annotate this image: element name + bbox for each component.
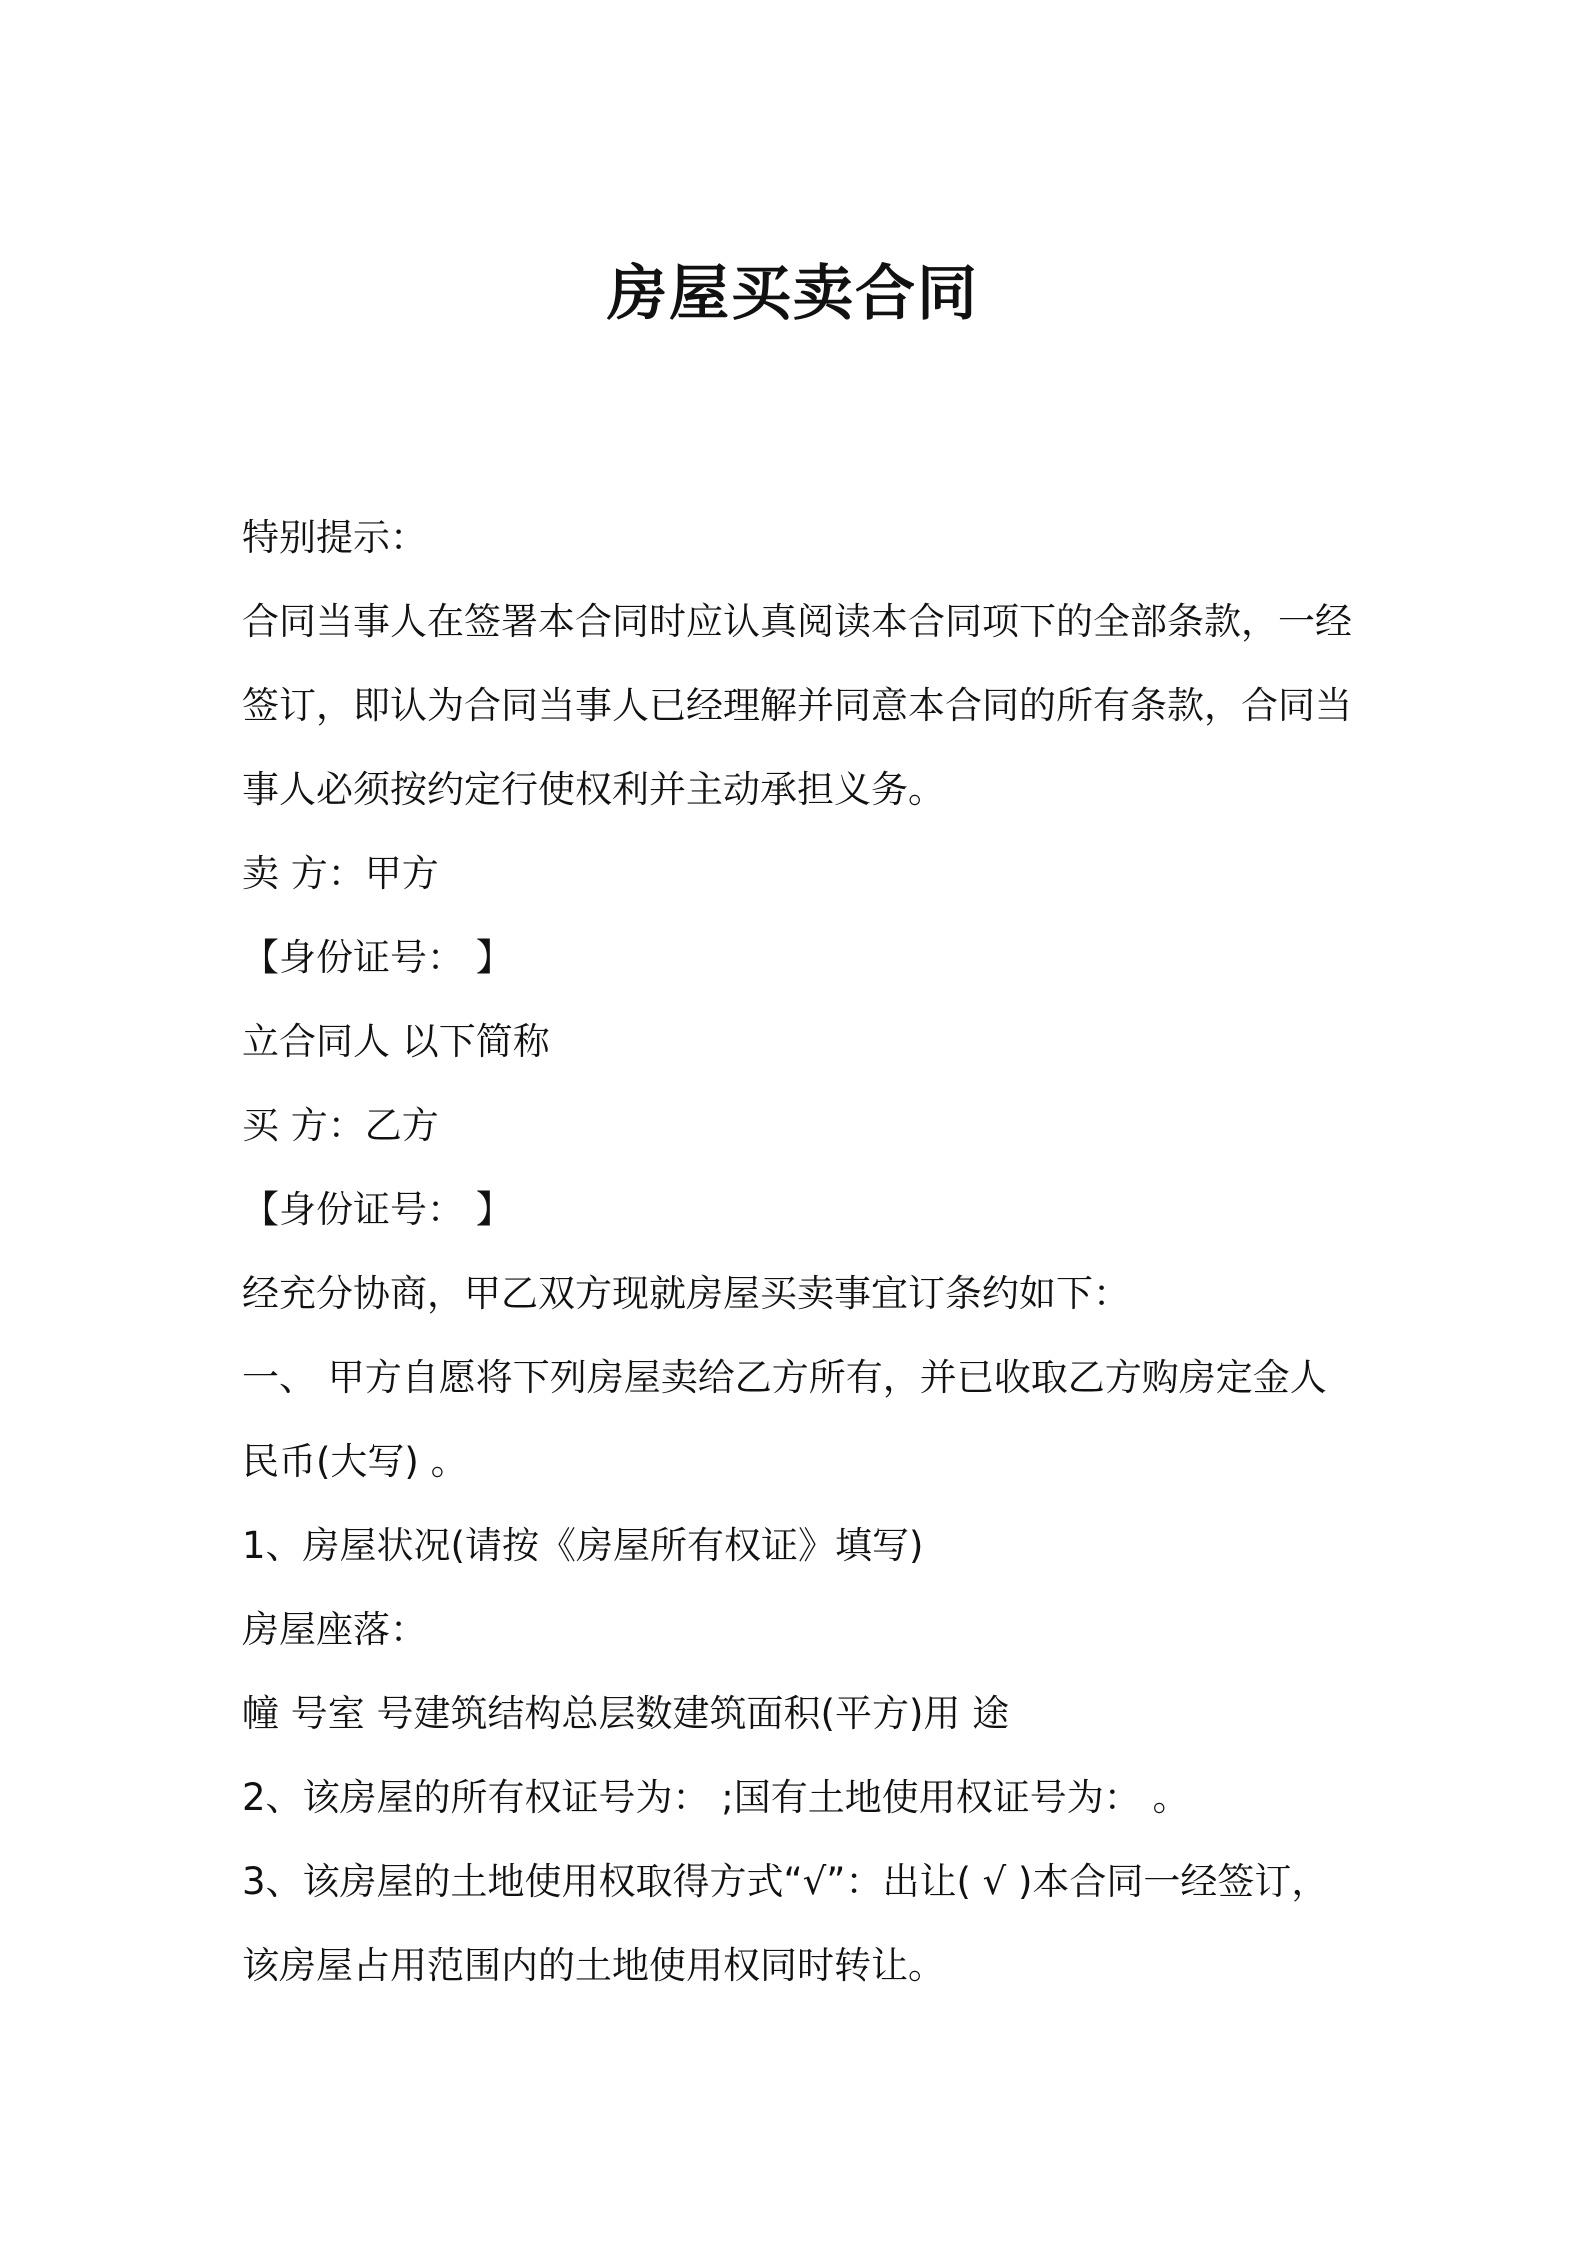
buyer-id-line: 【身份证号： 】 bbox=[242, 1188, 513, 1231]
special-notice-heading: 特别提示： bbox=[242, 516, 427, 559]
house-status-line: 1、房屋状况(请按《房屋所有权证》填写) bbox=[242, 1524, 924, 1567]
seller-line: 卖 方：甲方 bbox=[242, 852, 439, 895]
land-use-line-2: 该房屋占用范围内的土地使用权同时转让。 bbox=[242, 1944, 945, 1987]
house-location-line: 房屋座落： bbox=[242, 1608, 427, 1651]
ownership-cert-line: 2、该房屋的所有权证号为： ;国有土地使用权证号为： 。 bbox=[242, 1776, 1190, 1819]
land-use-line-1: 3、该房屋的土地使用权取得方式“√”：出让( √ )本合同一经签订， bbox=[242, 1860, 1329, 1903]
clause-1-line-1: 一、 甲方自愿将下列房屋卖给乙方所有，并已收取乙方购房定金人 bbox=[242, 1356, 1327, 1399]
notice-line-2: 签订，即认为合同当事人已经理解并同意本合同的所有条款，合同当 bbox=[242, 684, 1352, 727]
house-details-line: 幢 号室 号建筑结构总层数建筑面积(平方)用 途 bbox=[242, 1692, 1010, 1735]
seller-id-line: 【身份证号： 】 bbox=[242, 936, 513, 979]
document-body bbox=[242, 496, 1362, 2008]
notice-line-3: 事人必须按约定行使权利并主动承担义务。 bbox=[242, 768, 945, 811]
contract-party-line: 立合同人 以下简称 bbox=[242, 1020, 550, 1063]
buyer-line: 买 方：乙方 bbox=[242, 1104, 439, 1147]
agreement-intro-line: 经充分协商，甲乙双方现就房屋买卖事宜订条约如下： bbox=[242, 1272, 1130, 1315]
clause-1-line-2: 民币(大写) 。 bbox=[242, 1440, 468, 1483]
notice-line-1: 合同当事人在签署本合同时应认真阅读本合同项下的全部条款，一经 bbox=[242, 600, 1352, 643]
document-title: 房屋买卖合同 bbox=[607, 259, 979, 329]
